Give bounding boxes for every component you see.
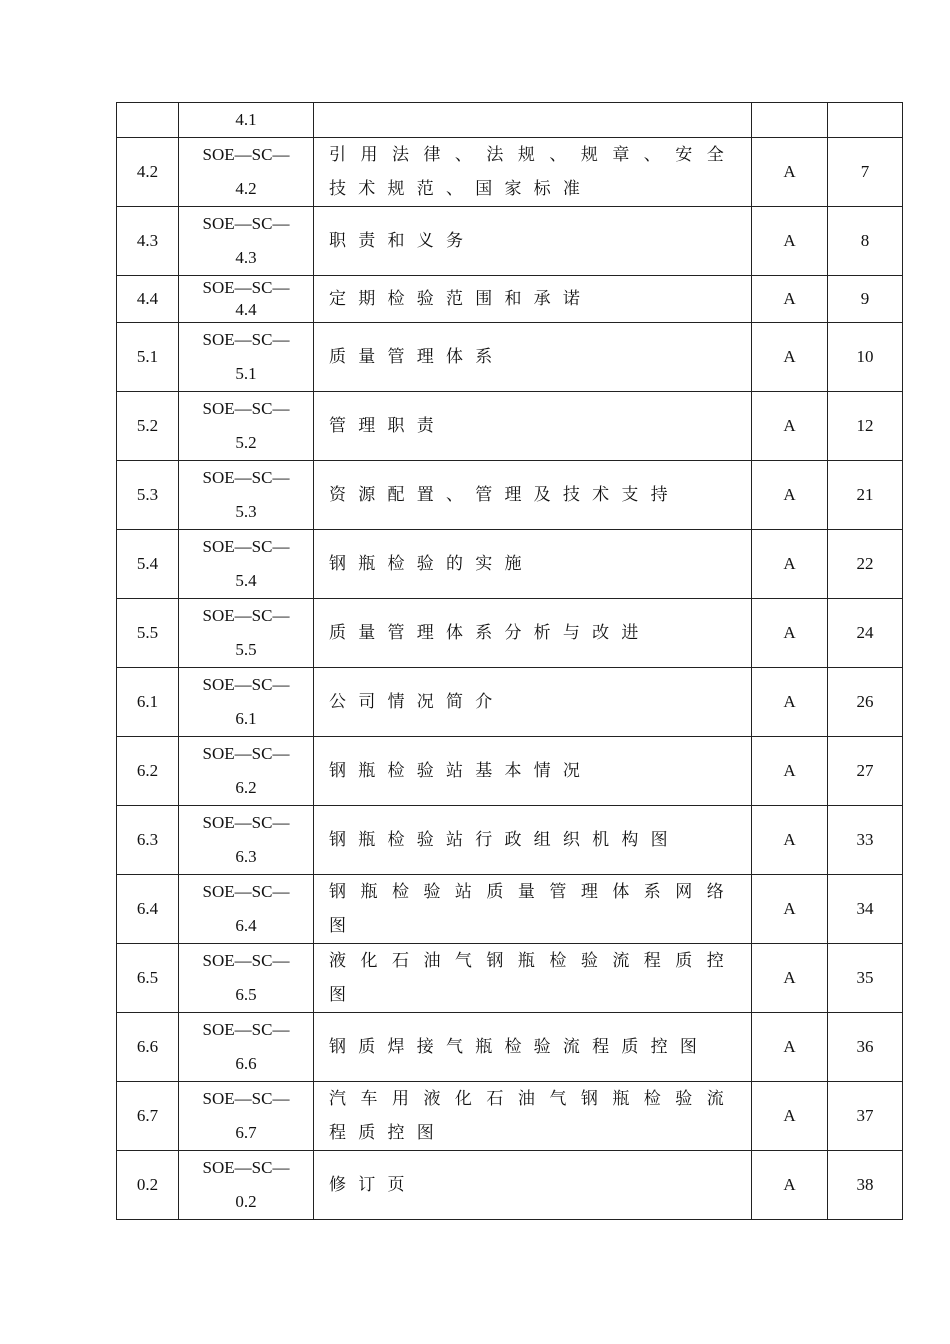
revision-version: A (752, 599, 828, 668)
document-code-number: 0.2 (235, 1192, 257, 1211)
page-number: 37 (828, 1082, 903, 1151)
table-row (117, 530, 903, 599)
page-number: 26 (828, 668, 903, 737)
document-code-number: 6.7 (235, 1123, 257, 1142)
revision-version: A (752, 1151, 828, 1220)
toc-body (117, 103, 903, 1220)
document-code (179, 138, 314, 207)
page-number: 7 (828, 138, 903, 207)
revision-version: A (752, 323, 828, 392)
document-code-prefix: SOE—SC— (202, 813, 290, 832)
section-number: 4.4 (117, 276, 179, 323)
document-code-prefix: SOE—SC— (202, 278, 290, 297)
revision-version: A (752, 668, 828, 737)
page-number: 27 (828, 737, 903, 806)
section-title: 引用法律、法规、规章、安全技术规范、国家标准 (314, 138, 752, 207)
revision-version (752, 103, 828, 138)
section-title: 管理职责 (314, 392, 752, 461)
revision-version: A (752, 737, 828, 806)
document-code-number: 4.1 (235, 110, 257, 129)
section-number: 6.3 (117, 806, 179, 875)
section-title: 钢瓶检验站质量管理体系网络图 (314, 875, 752, 944)
page-number: 35 (828, 944, 903, 1013)
table-row (117, 207, 903, 276)
document-code (179, 668, 314, 737)
table-row (117, 276, 903, 323)
document-code (179, 461, 314, 530)
document-code (179, 1082, 314, 1151)
section-title: 职责和义务 (314, 207, 752, 276)
page-number: 38 (828, 1151, 903, 1220)
revision-version: A (752, 207, 828, 276)
table-row (117, 1082, 903, 1151)
section-number: 4.3 (117, 207, 179, 276)
table-row (117, 944, 903, 1013)
section-number: 4.2 (117, 138, 179, 207)
document-code (179, 806, 314, 875)
section-number: 6.2 (117, 737, 179, 806)
document-code-number: 6.3 (235, 847, 257, 866)
document-code (179, 737, 314, 806)
section-title: 公司情况简介 (314, 668, 752, 737)
document-code (179, 530, 314, 599)
revision-version: A (752, 1082, 828, 1151)
page-number: 8 (828, 207, 903, 276)
section-number: 6.6 (117, 1013, 179, 1082)
document-code (179, 392, 314, 461)
document-code-number: 5.5 (235, 640, 257, 659)
section-number: 5.1 (117, 323, 179, 392)
revision-version: A (752, 276, 828, 323)
section-title: 质量管理体系 (314, 323, 752, 392)
page-number: 12 (828, 392, 903, 461)
document-code-prefix: SOE—SC— (202, 330, 290, 349)
document-code (179, 599, 314, 668)
section-title: 汽车用液化石油气钢瓶检验流程质控图 (314, 1082, 752, 1151)
page-number: 34 (828, 875, 903, 944)
document-code-number: 5.2 (235, 433, 257, 452)
section-number: 5.4 (117, 530, 179, 599)
section-number: 6.4 (117, 875, 179, 944)
section-title: 定期检验范围和承诺 (314, 276, 752, 323)
table-row (117, 806, 903, 875)
document-code-number: 5.4 (235, 571, 257, 590)
document-code-prefix: SOE—SC— (202, 468, 290, 487)
document-code-number: 5.1 (235, 364, 257, 383)
revision-version: A (752, 944, 828, 1013)
section-number: 0.2 (117, 1151, 179, 1220)
table-row (117, 737, 903, 806)
revision-version: A (752, 806, 828, 875)
document-code (179, 207, 314, 276)
page-number: 36 (828, 1013, 903, 1082)
table-row (117, 875, 903, 944)
revision-version: A (752, 392, 828, 461)
document-code-number: 4.2 (235, 179, 257, 198)
document-code-prefix: SOE—SC— (202, 214, 290, 233)
document-code (179, 103, 314, 138)
revision-version: A (752, 461, 828, 530)
document-code-number: 6.5 (235, 985, 257, 1004)
section-number (117, 103, 179, 138)
section-number: 5.5 (117, 599, 179, 668)
section-number: 6.1 (117, 668, 179, 737)
document-code-number: 6.4 (235, 916, 257, 935)
table-row (117, 138, 903, 207)
document-code-prefix: SOE—SC— (202, 744, 290, 763)
document-code (179, 944, 314, 1013)
document-code-number: 4.3 (235, 248, 257, 267)
document-code-number: 5.3 (235, 502, 257, 521)
table-row (117, 103, 903, 138)
section-title: 修订页 (314, 1151, 752, 1220)
document-code-number: 6.2 (235, 778, 257, 797)
section-number: 6.7 (117, 1082, 179, 1151)
section-title: 钢质焊接气瓶检验流程质控图 (314, 1013, 752, 1082)
document-code (179, 1013, 314, 1082)
page-number: 24 (828, 599, 903, 668)
document-code (179, 323, 314, 392)
table-row (117, 599, 903, 668)
document-code-prefix: SOE—SC— (202, 537, 290, 556)
section-title: 质量管理体系分析与改进 (314, 599, 752, 668)
section-title: 钢瓶检验站基本情况 (314, 737, 752, 806)
document-code (179, 875, 314, 944)
section-title (314, 103, 752, 138)
page-number: 33 (828, 806, 903, 875)
document-code (179, 1151, 314, 1220)
page-number: 10 (828, 323, 903, 392)
revision-version: A (752, 138, 828, 207)
section-title: 资源配置、管理及技术支持 (314, 461, 752, 530)
document-code-number: 6.6 (235, 1054, 257, 1073)
document-code-prefix: SOE—SC— (202, 1089, 290, 1108)
section-number: 5.3 (117, 461, 179, 530)
table-row (117, 1151, 903, 1220)
section-number: 5.2 (117, 392, 179, 461)
table-row (117, 461, 903, 530)
document-code-prefix: SOE—SC— (202, 606, 290, 625)
page-number: 22 (828, 530, 903, 599)
document-code-prefix: SOE—SC— (202, 145, 290, 164)
section-title: 液化石油气钢瓶检验流程质控图 (314, 944, 752, 1013)
toc-table (116, 102, 903, 1220)
page-number: 9 (828, 276, 903, 323)
document-code-prefix: SOE—SC— (202, 951, 290, 970)
document-code (179, 276, 314, 323)
table-row (117, 392, 903, 461)
document-code-prefix: SOE—SC— (202, 1020, 290, 1039)
revision-version: A (752, 1013, 828, 1082)
document-code-number: 4.4 (235, 300, 257, 319)
page-number: 21 (828, 461, 903, 530)
table-row (117, 668, 903, 737)
document-code-prefix: SOE—SC— (202, 675, 290, 694)
page-number (828, 103, 903, 138)
section-title: 钢瓶检验的实施 (314, 530, 752, 599)
section-number: 6.5 (117, 944, 179, 1013)
revision-version: A (752, 875, 828, 944)
document-code-prefix: SOE—SC— (202, 399, 290, 418)
document-code-number: 6.1 (235, 709, 257, 728)
table-row (117, 1013, 903, 1082)
revision-version: A (752, 530, 828, 599)
table-row (117, 323, 903, 392)
section-title: 钢瓶检验站行政组织机构图 (314, 806, 752, 875)
document-code-prefix: SOE—SC— (202, 882, 290, 901)
document-code-prefix: SOE—SC— (202, 1158, 290, 1177)
